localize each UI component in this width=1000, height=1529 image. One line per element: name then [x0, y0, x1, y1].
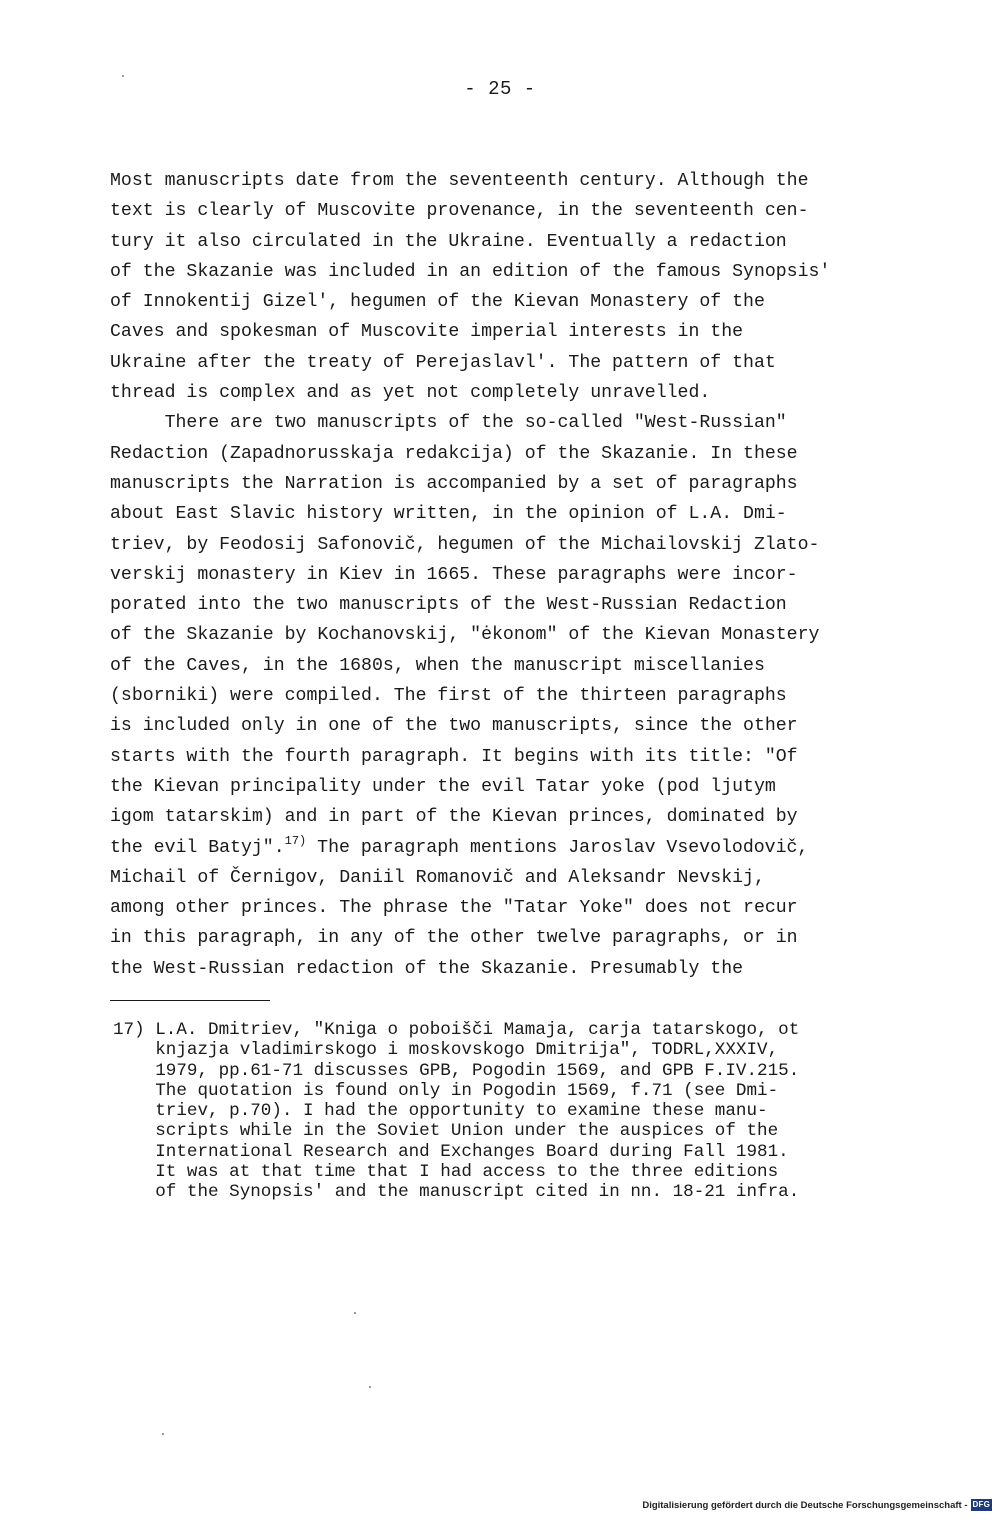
body-line: of the Skazanie was included in an edition of the famous Synopsis'	[110, 261, 831, 282]
body-line: is included only in one of the two manuscripts, since the other	[110, 716, 798, 737]
body-line: of the Skazanie by Kochanovskij, "ėkonom" of the Kievan Monastery	[110, 625, 820, 646]
page-number: - 25 -	[464, 78, 536, 100]
body-line: starts with the fourth paragraph. It begins with its title: "Of	[110, 746, 798, 767]
body-line-part: the evil Batyj".	[110, 837, 285, 858]
body-line: (sborniki) were compiled. The first of the thirteen paragraphs	[110, 686, 787, 707]
body-line: text is clearly of Muscovite provenance, in the seventeenth cen-	[110, 201, 809, 222]
footnote-line: of the Synopsis' and the manuscript cited in nn. 18-21 infra.	[113, 1182, 800, 1203]
body-line-part: The paragraph mentions Jaroslav Vsevolodovič,	[306, 837, 809, 858]
scan-speck	[122, 75, 124, 77]
footnote-line: triev, p.70). I had the opportunity to examine these manu-	[113, 1101, 768, 1122]
body-line: Michail of Černigov, Daniil Romanovič and Aleksandr Nevskij,	[110, 867, 765, 888]
digitization-footer	[642, 1499, 992, 1511]
footnote-divider	[110, 1000, 270, 1001]
body-line: triev, by Feodosij Safonovič, hegumen of the Michailovskij Zlato-	[110, 534, 820, 555]
body-line: the West-Russian redaction of the Skazanie. Presumably the	[110, 958, 744, 979]
body-line: There are two manuscripts of the so-called "West-Russian"	[110, 413, 787, 434]
footnote-line: 17) L.A. Dmitriev, "Kniga o poboišči Mamaja, carja tatarskogo, ot	[113, 1020, 800, 1040]
body-line: verskij monastery in Kiev in 1665. These paragraphs were incor-	[110, 564, 798, 585]
scan-speck	[162, 1433, 164, 1435]
body-line: of the Caves, in the 1680s, when the manuscript miscellanies	[110, 655, 765, 676]
body-line: Redaction (Zapadnorusskaja redakcija) of the Skazanie. In these	[110, 443, 798, 464]
body-text	[110, 166, 910, 984]
body-line: porated into the two manuscripts of the West-Russian Redaction	[110, 595, 787, 616]
body-line: in this paragraph, in any of the other twelve paragraphs, or in	[110, 928, 798, 949]
body-line: tury it also circulated in the Ukraine. Eventually a redaction	[110, 231, 787, 252]
body-line: the Kievan principality under the evil Tatar yoke (pod ljutym	[110, 776, 776, 797]
body-line: manuscripts the Narration is accompanied by a set of paragraphs	[110, 473, 798, 494]
scan-speck	[354, 1312, 356, 1314]
body-line: Caves and spokesman of Muscovite imperial interests in the	[110, 322, 744, 343]
scan-speck	[369, 1386, 371, 1388]
body-line: Most manuscripts date from the seventeenth century. Although the	[110, 171, 809, 191]
body-line: about East Slavic history written, in the opinion of L.A. Dmi-	[110, 504, 787, 525]
footnote-line: scripts while in the Soviet Union under the auspices of the	[113, 1121, 779, 1142]
dfg-logo: DFG	[972, 1500, 990, 1509]
footnote-reference[interactable]: 17)	[284, 833, 307, 848]
footnote-line: It was at that time that I had access to the three editions	[113, 1162, 779, 1183]
footnote-line: International Research and Exchanges Board during Fall 1981.	[113, 1141, 789, 1162]
body-line-with-footnote-ref	[110, 833, 910, 863]
digitization-credit: Digitalisierung gefördert durch die Deutsche Forschungsgemeinschaft -	[642, 1499, 968, 1511]
footnote-line: knjazja vladimirskogo i moskovskogo Dmitrija", TODRL,XXXIV,	[113, 1040, 779, 1061]
body-line: among other princes. The phrase the "Tatar Yoke" does not recur	[110, 898, 798, 919]
body-line: igom tatarskim) and in part of the Kievan princes, dominated by	[110, 807, 798, 828]
body-line: of Innokentij Gizel', hegumen of the Kievan Monastery of the	[110, 292, 765, 313]
footnote-line: 1979, pp.61-71 discusses GPB, Pogodin 1569, and GPB F.IV.215.	[113, 1060, 800, 1081]
footnote	[113, 1020, 913, 1203]
footnote-line: The quotation is found only in Pogodin 1569, f.71 (see Dmi-	[113, 1080, 779, 1101]
body-line: Ukraine after the treaty of Perejaslavl'. The pattern of that	[110, 352, 776, 373]
body-line: thread is complex and as yet not completely unravelled.	[110, 383, 711, 404]
